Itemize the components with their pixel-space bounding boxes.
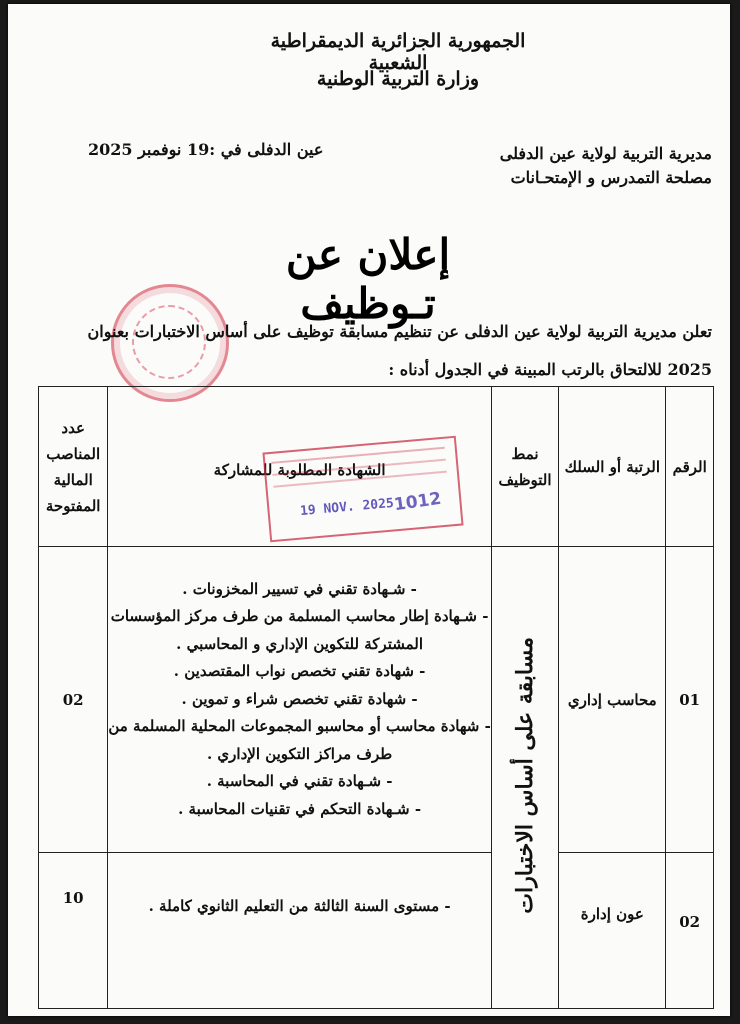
directorate-name: مديرية التربية لولاية عين الدفلى: [499, 144, 712, 163]
qualification-item: - شـهادة التحكم في تقنيات المحاسبة .: [178, 799, 422, 818]
republic-header: الجمهورية الجزائرية الديمقراطية الشعبية: [270, 30, 526, 74]
row-positions: 10: [39, 853, 108, 1009]
header-positions-line1: عدد: [61, 418, 85, 437]
header-rank: الرتبة أو السلك: [559, 387, 666, 547]
row-rank: عون إدارة: [559, 853, 666, 1009]
recruitment-mode-cell: [491, 547, 558, 1009]
recruitment-mode: مسابقة على أساس الاختبارات: [512, 637, 539, 914]
intro-line-1: تعلن مديرية التربية لولاية عين الدفلى عن تنظيم مسابقة توظيف على أساس الاختبارات بعنوان: [87, 322, 712, 341]
stamp-date: 19 NOV. 2025: [299, 495, 395, 520]
qualification-item: - شهادة تقني تخصص نواب المقتصدين .: [173, 662, 426, 681]
qualification-item: طرف مراكز التكوين الإداري .: [206, 744, 393, 763]
header-mode-line2: التوظيف: [498, 470, 552, 489]
table-row: [39, 853, 714, 1009]
row-number: 01: [666, 547, 714, 853]
header-positions: [39, 387, 108, 547]
qualification-item: المشتركة للتكوين الإداري و المحاسبي .: [176, 634, 424, 653]
announcement-title: إعلان عن تـوظيف: [285, 230, 451, 328]
document-page: [8, 4, 730, 1016]
row-rank: محاسب إداري: [559, 547, 666, 853]
qualification-item: - شـهادة إطار محاسب المسلمة من طرف مركز المؤسسات: [110, 607, 489, 626]
place-and-date: عين الدفلى في :19 نوفمبر 2025: [88, 140, 324, 159]
header-positions-line2: المناصب: [46, 444, 101, 463]
intro-line-2: 2025 للالتحاق بالرتب المبينة في الجدول أدناه :: [388, 360, 712, 379]
header-positions-line4: المفتوحة: [45, 496, 101, 515]
header-mode-line1: نمط: [511, 444, 539, 463]
service-name: مصلحة التمدرس و الإمتحـانات: [510, 168, 712, 187]
header-certificate: الشهادة المطلوبة للمشاركة: [108, 387, 491, 547]
stamp-number: 1012: [392, 488, 443, 516]
qualifications-list: [108, 853, 491, 1009]
header-positions-line3: المالية: [53, 470, 93, 489]
header-mode: [491, 387, 558, 547]
row-number: 02: [666, 853, 714, 1009]
qualification-item: - مستوى السنة الثالثة من التعليم الثانوي كاملة .: [148, 897, 451, 915]
qualification-item: - شهادة محاسب أو محاسبو المجموعات المحلية المسلمة من: [108, 717, 491, 736]
qualification-item: - شهادة تقني تخصص شراء و تموين .: [181, 689, 418, 708]
header-number: الرقم: [666, 387, 714, 547]
round-official-stamp: [111, 284, 229, 402]
table-row: [39, 547, 714, 853]
row-positions: 02: [39, 547, 108, 853]
qualification-item: - شـهادة تقني في المحاسبة .: [206, 772, 393, 791]
qualifications-list: [108, 547, 491, 853]
qualification-item: - شـهادة تقني في تسيير المخزونات .: [182, 579, 417, 598]
ministry-header: وزارة التربية الوطنية: [316, 68, 480, 90]
